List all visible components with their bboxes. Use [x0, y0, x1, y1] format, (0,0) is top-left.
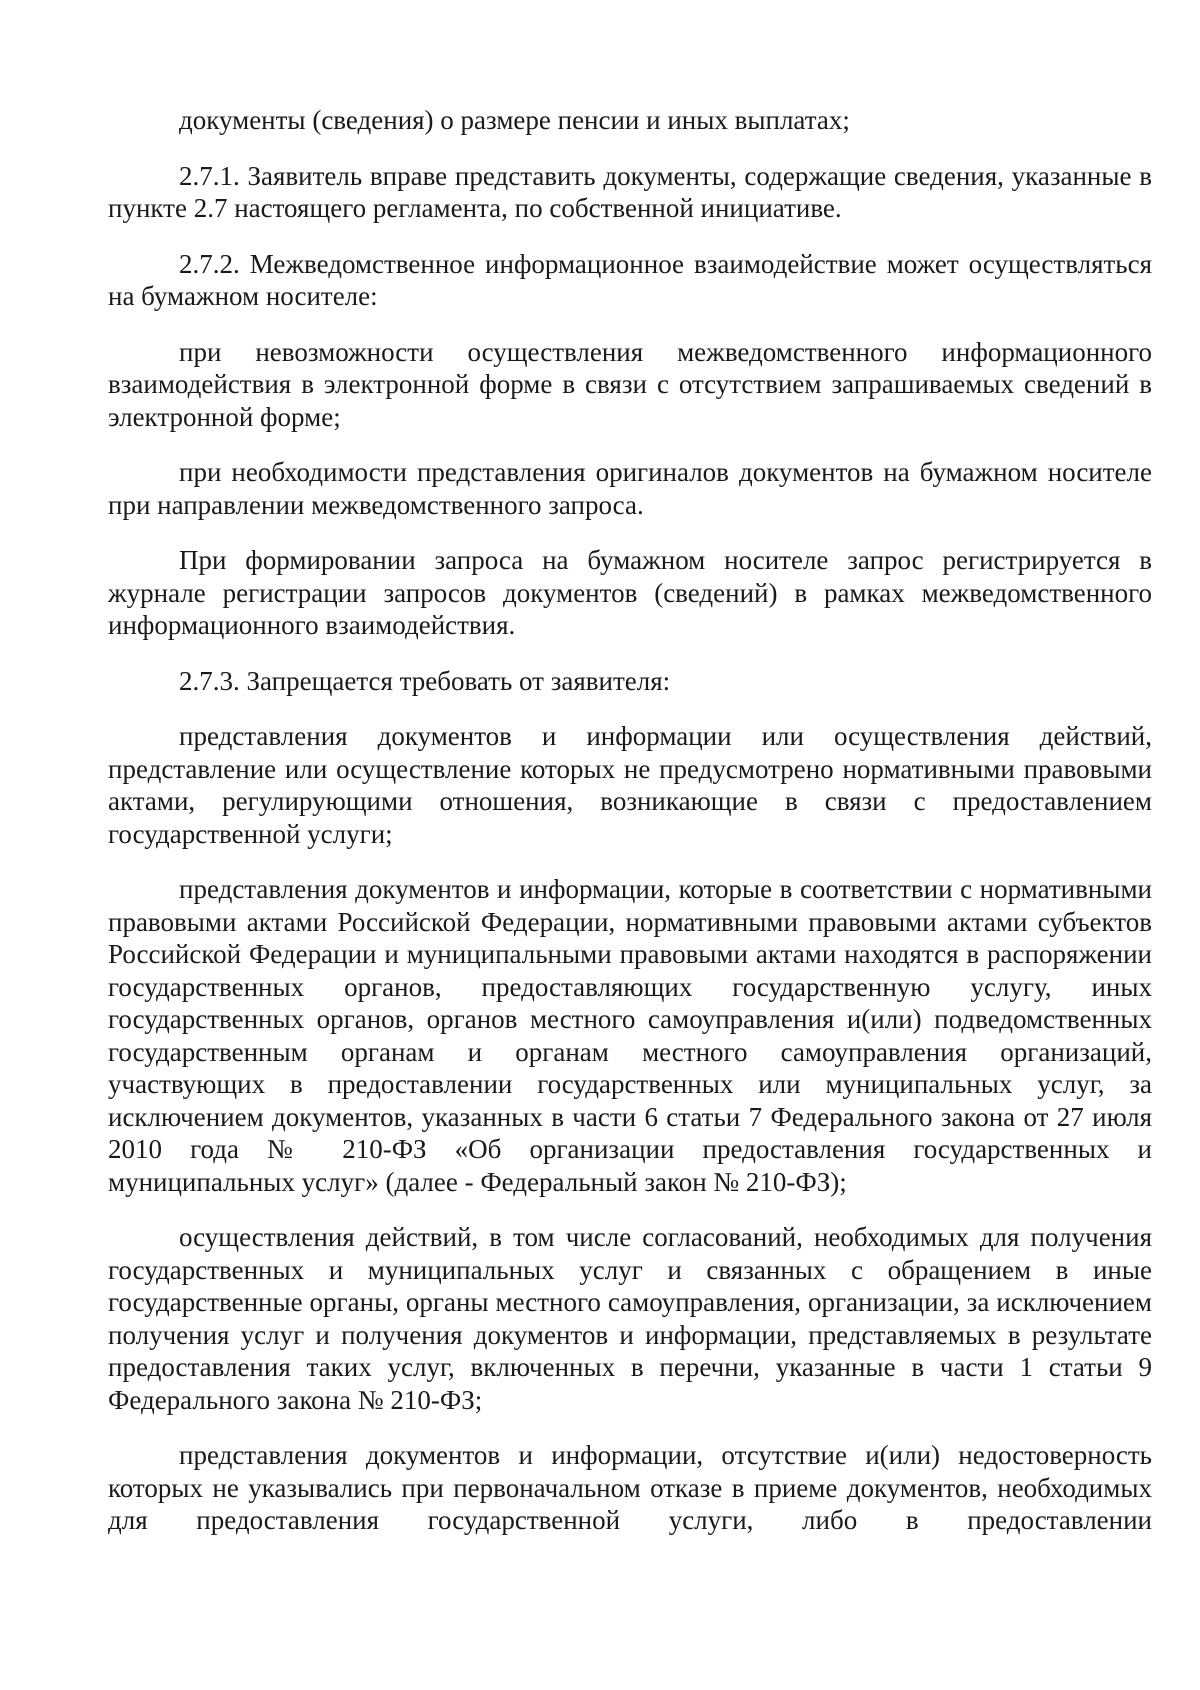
paragraph-electronic-impossibility: при невозможности осуществления межведомственного информационного взаимодействия в электронной форме в связи с отсутствием запрашиваемых сведений в электронной форме;	[108, 336, 1152, 432]
paragraph-2-7-2: 2.7.2. Межведомственное информационное взаимодействие может осуществляться на бумажном носителе:	[108, 248, 1152, 311]
paragraph-paper-request-registration: При формировании запроса на бумажном носителе запрос регистрируется в журнале регистрации запросов документов (сведений) в рамках межведомственного информационного взаимодействия.	[108, 545, 1152, 640]
paragraph-pension-documents: документы (сведения) о размере пенсии и иных выплатах;	[179, 105, 850, 135]
paragraph-prohibited-documents: представления документов и информации, которые в соответствии с нормативными правовыми актами Российской Федерации, нормативными правовыми актами субъектов Российской Федерации и муниципальными правовыми актами находятся в распоряжении государственных органов, предоставляющих государственную услугу, иных государственных органов, органов местного самоуправления и(или) подведомственных государственным органам и органам местного самоуправления организаций, участвующих в предоставлении государственных или муниципальных услуг, за исключением документов, указанных в части 6 статьи 7 Федерального закона от 27 июля 2010 года № 210-ФЗ «Об организации предоставления государственных и муниципальных услуг» (далее - Федеральный закон № 210-ФЗ);	[108, 874, 1152, 1197]
paragraph-2-7-1: 2.7.1. Заявитель вправе представить документы, содержащие сведения, указанные в пункте 2.7 настоящего регламента, по собственной инициативе.	[108, 160, 1152, 223]
document-body	[108, 104, 1152, 1560]
paragraph-prohibited-resubmission: представления документов и информации, отсутствие и(или) недостоверность которых не указывались при первоначальном отказе в приеме документов, необходимых для предоставления государственной услуги, либо в предоставлении	[108, 1440, 1152, 1535]
paragraph-prohibited-approvals: осуществления действий, в том числе согласований, необходимых для получения государственных и муниципальных услуг и связанных с обращением в иные государственные органы, органы местного самоуправления, организации, за исключением получения услуг и получения документов и информации, представляемых в результате предоставления таких услуг, включенных в перечни, указанные в части 1 статьи 9 Федерального закона № 210-ФЗ;	[108, 1222, 1152, 1415]
paragraph-originals-required: при необходимости представления оригиналов документов на бумажном носителе при направлении межведомственного запроса.	[108, 457, 1152, 520]
paragraph-2-7-3: 2.7.3. Запрещается требовать от заявителя:	[179, 665, 671, 696]
paragraph-prohibited-actions: представления документов и информации или осуществления действий, представление или осуществление которых не предусмотрено нормативными правовыми актами, регулирующими отношения, возникающие в связи с предоставлением государственной услуги;	[108, 721, 1152, 849]
